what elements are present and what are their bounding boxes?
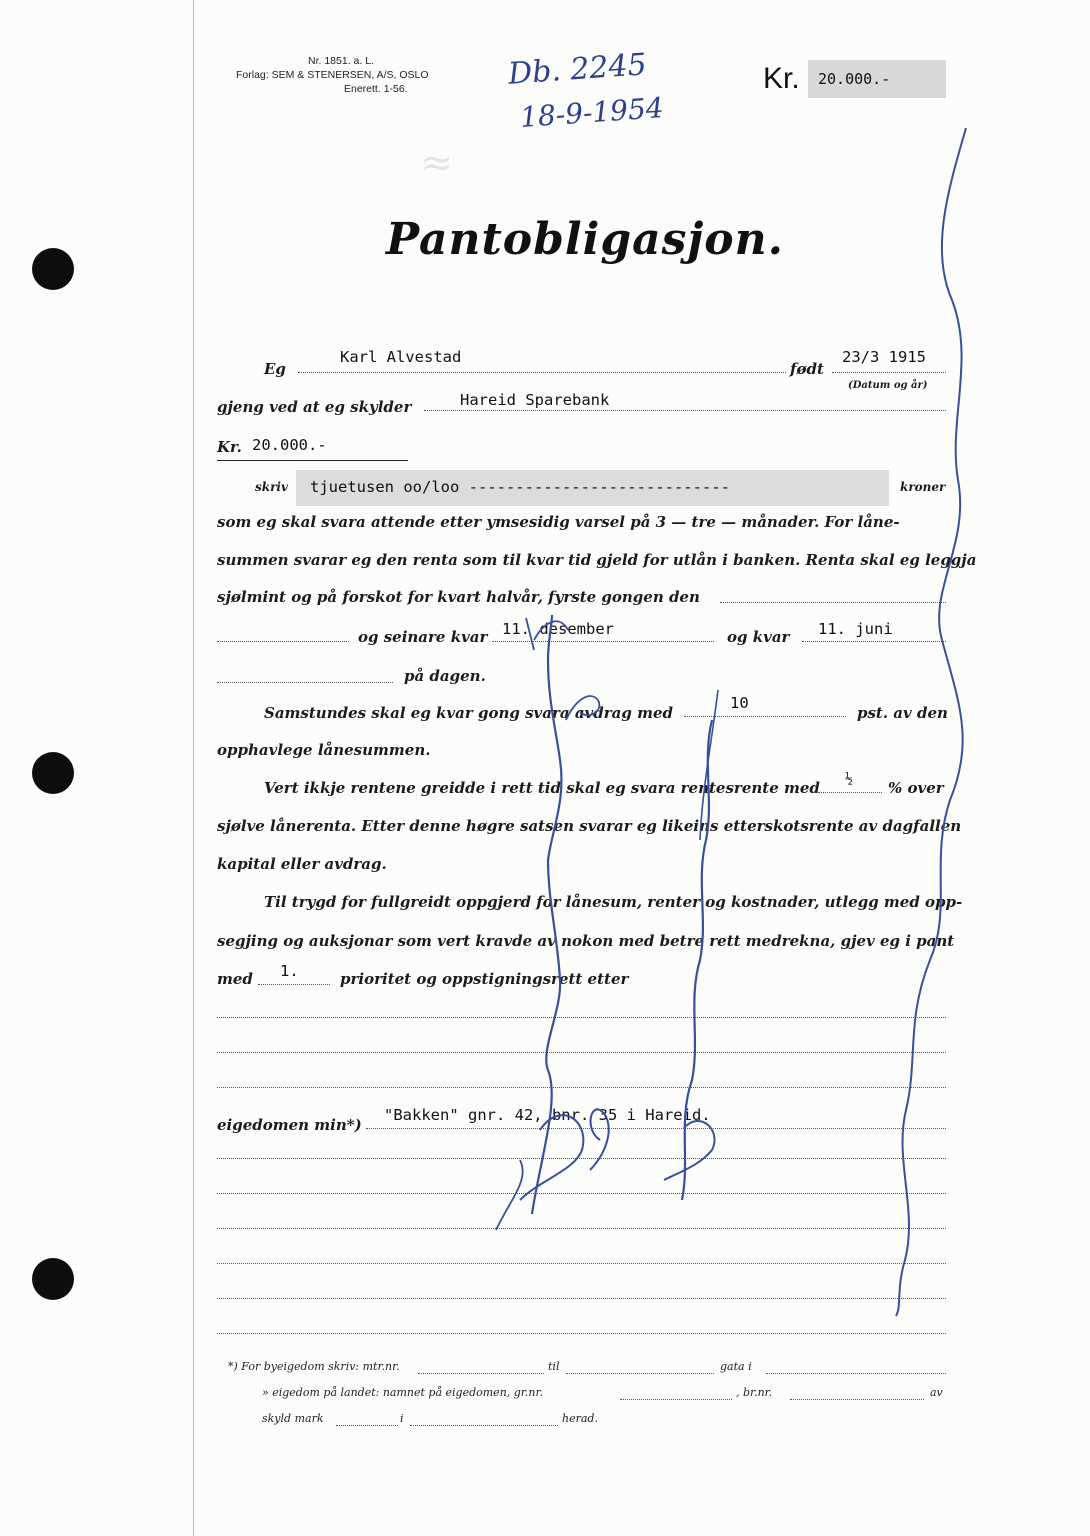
seinare-label: og seinare kvar: [358, 628, 488, 646]
birth-date: 23/3 1915: [842, 348, 926, 366]
form-number: Nr. 1851. a. L.: [308, 55, 374, 67]
amount-value: 20.000.-: [818, 70, 891, 88]
eg-label: Eg: [264, 360, 286, 378]
med-label: med: [217, 970, 253, 988]
rentes-line-3: kapital eller avdrag.: [217, 855, 387, 873]
cancellation-scribble: [532, 615, 561, 1214]
cancellation-scribble: [566, 696, 599, 720]
cancellation-wavy-line: [896, 128, 966, 1316]
amount-in-words: tjuetusen oo/loo ----------------------------: [310, 478, 730, 496]
terms-line-3: sjølmint og på forskot for kvart halvår, fyrste gongen den: [217, 588, 700, 606]
security-line-1: Til trygd for fullgreidt oppgjerd for lånesum, renter og kostnader, utlegg med opp-: [264, 893, 963, 911]
paa-dagen: på dagen.: [404, 667, 486, 685]
kroner-label: kroner: [900, 480, 946, 494]
fodt-label: født: [790, 360, 824, 378]
rentes-suffix: % over: [888, 779, 944, 797]
avdrag-suffix: pst. av den: [857, 704, 948, 722]
terms-line-1: som eg skal svara attende etter ymsesidig varsel på 3 — tre — månader. For låne-: [217, 513, 900, 531]
copyright-note: Enerett. 1-56.: [344, 83, 408, 95]
rentes-percent: ½: [845, 772, 853, 787]
debtor-name: Karl Alvestad: [340, 348, 462, 366]
creditor-name: Hareid Sparebank: [460, 391, 610, 409]
property-description: "Bakken" gnr. 42, bnr. 35 i Hareid.: [384, 1106, 711, 1124]
terms-line-2: summen svarar eg den renta som til kvar tid gjeld for utlån i banken. Renta skal eg leggja: [217, 551, 977, 569]
rentes-line-2: sjølve lånerenta. Etter denne høgre satsen svarar eg likeins etterskotsrente av dagfallen: [217, 817, 962, 835]
footnote-l1-b: til: [548, 1360, 560, 1373]
publisher-name: Forlag: SEM & STENERSEN, A/S, OSLO: [236, 69, 429, 81]
avdrag-line-2: opphavlege lånesummen.: [217, 741, 431, 759]
gjeng-label: gjeng ved at eg skylder: [217, 398, 412, 416]
kr-label: Kr.: [217, 438, 242, 456]
rentes-text: Vert ikkje rentene greidde i rett tid skal eg svara rentesrente med: [264, 779, 820, 797]
handwritten-date: 18-9-1954: [519, 91, 665, 134]
amount-label: Kr.: [763, 62, 800, 95]
footnote-l3-c: herad.: [562, 1412, 598, 1425]
priority-value: 1.: [280, 962, 299, 980]
footnote-l2-c: av: [930, 1386, 943, 1399]
kvar-label: og kvar: [727, 628, 790, 646]
footnote-l1-a: *) For byeigedom skriv: mtr.nr.: [228, 1360, 400, 1373]
skriv-label: skriv: [255, 480, 288, 494]
bleed-through: ≈: [420, 140, 454, 186]
footnote-l3-a: skyld mark: [262, 1412, 324, 1425]
cancellation-scribble: [682, 720, 712, 1200]
cancellation-scribble: [496, 1160, 523, 1230]
handwritten-doc-number: Db. 2245: [506, 47, 648, 92]
document-title: Pantobligasjon.: [386, 214, 784, 265]
cancellation-scribble: [520, 1115, 583, 1200]
interest-date-1: 11. desember: [502, 620, 614, 638]
avdrag-text: Samstundes skal eg kvar gong svara avdrag med: [264, 704, 673, 722]
cancellation-scribble: [664, 1121, 715, 1180]
prioritet-label: prioritet og oppstigningsrett etter: [340, 970, 629, 988]
date-hint: (Datum og år): [848, 380, 928, 391]
footnote-l3-b: i: [400, 1412, 404, 1425]
cancellation-scribble: [526, 618, 534, 650]
eigedom-label: eigedomen min*): [217, 1116, 362, 1134]
footnote-l1-c: gata i: [720, 1360, 752, 1373]
security-line-2: segjing og auksjonar som vert kravde av nokon med betre rett medrekna, gjev eg i pant: [217, 932, 955, 950]
footnote-l2-a: » eigedom på landet: namnet på eigedomen, gr.nr.: [262, 1386, 543, 1399]
interest-date-2: 11. juni: [818, 620, 893, 638]
cancellation-scribble: [590, 1109, 609, 1170]
avdrag-percent: 10: [730, 694, 749, 712]
footnote-l2-b: , br.nr.: [736, 1386, 773, 1399]
kr-value: 20.000.-: [252, 436, 327, 454]
